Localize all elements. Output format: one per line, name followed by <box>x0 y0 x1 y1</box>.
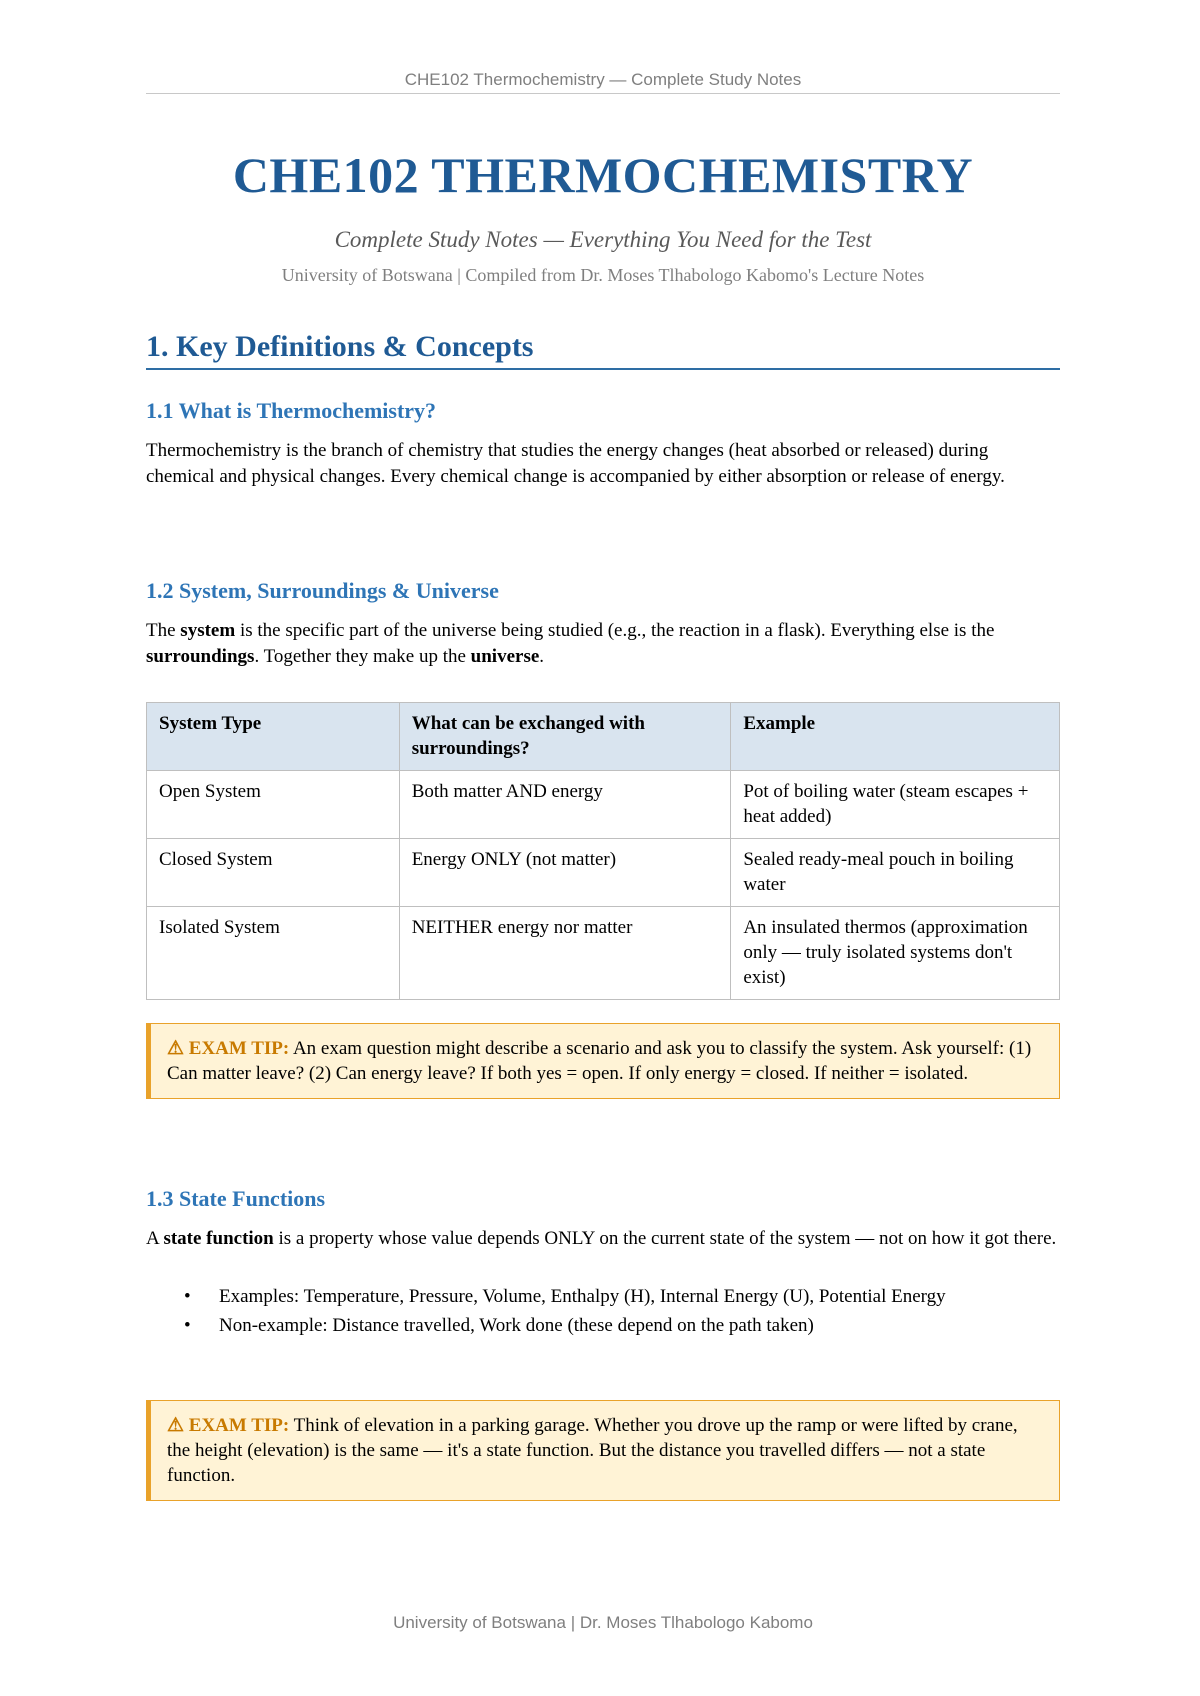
table-header-row <box>147 703 1060 771</box>
subsection-heading-1-3: 1.3 State Functions <box>146 1186 326 1211</box>
list-item <box>146 1284 1060 1309</box>
document-subtitle: Complete Study Notes — Everything You Need for the Test <box>334 227 872 252</box>
term-state-function: state function <box>163 1228 274 1249</box>
table-cell: An insulated thermos (approximation only — truly isolated systems don't exist) <box>731 907 1060 1000</box>
table-cell: Closed System <box>147 839 400 907</box>
text: is the specific part of the universe being studied (e.g., the reaction in a flask). Everything else is the <box>235 620 995 641</box>
table-row <box>147 907 1060 1000</box>
table-cell: Both matter AND energy <box>399 771 731 839</box>
running-footer: University of Botswana | Dr. Moses Tlhabologo Kabomo <box>393 1613 813 1632</box>
text: . Together they make up the <box>254 646 471 667</box>
table-cell: Isolated System <box>147 907 400 1000</box>
table-cell: Open System <box>147 771 400 839</box>
document-title: CHE102 THERMOCHEMISTRY <box>232 147 974 203</box>
text: The <box>146 620 181 641</box>
text: . <box>539 646 545 667</box>
header-divider <box>146 93 1060 94</box>
exam-tip-text: An exam question might describe a scenario and ask you to classify the system. Ask yourself: (1) Can matter leave? (2) Can energy leave? If both yes = open. If only energy = closed. If neither = isolated. <box>167 1038 1032 1084</box>
list-item-text: Non-example: Distance travelled, Work done (these depend on the path taken) <box>219 1315 814 1336</box>
exam-tip-callout <box>146 1400 1060 1501</box>
section-heading-1: 1. Key Definitions & Concepts <box>146 330 534 363</box>
section-heading-divider <box>146 368 1060 370</box>
paragraph-state-function <box>146 1226 1060 1252</box>
system-types-table <box>146 702 1060 1000</box>
text: is a property whose value depends ONLY on the current state of the system — not on how it got there. <box>273 1228 1057 1249</box>
subsection-heading-1-2: 1.2 System, Surroundings & Universe <box>146 578 499 603</box>
table-cell: Sealed ready-meal pouch in boiling water <box>731 839 1060 907</box>
table-row <box>147 771 1060 839</box>
bullet-icon: • <box>184 1286 191 1307</box>
table-header-cell: System Type <box>147 703 400 771</box>
paragraph-thermochemistry-definition: Thermochemistry is the branch of chemistry that studies the energy changes (heat absorbed or released) during chemical and physical changes. Every chemical change is accompanied by either absorption or release of energy. <box>146 440 1005 487</box>
table-cell: Pot of boiling water (steam escapes + heat added) <box>731 771 1060 839</box>
table-header-cell: Example <box>731 703 1060 771</box>
table-header-cell: What can be exchanged with surroundings? <box>399 703 731 771</box>
exam-tip-label: ⚠ EXAM TIP: <box>167 1415 290 1436</box>
term-surroundings: surroundings <box>146 646 255 667</box>
running-header: CHE102 Thermochemistry — Complete Study Notes <box>404 70 802 89</box>
list-item-text: Examples: Temperature, Pressure, Volume, Enthalpy (H), Internal Energy (U), Potential Energy <box>219 1286 946 1307</box>
table-row <box>147 839 1060 907</box>
term-system: system <box>180 620 236 641</box>
subsection-heading-1-1: 1.1 What is Thermochemistry? <box>146 398 437 423</box>
exam-tip-label: ⚠ EXAM TIP: <box>167 1038 290 1059</box>
exam-tip-text: Think of elevation in a parking garage. Whether you drove up the ramp or were lifted by crane, the height (elevation) is the same — it's a state function. But the distance you travelled differs — not a state function. <box>167 1415 1018 1486</box>
bullet-icon: • <box>184 1315 191 1336</box>
state-function-examples-list <box>146 1284 1060 1342</box>
list-item <box>146 1313 1060 1338</box>
table-cell: Energy ONLY (not matter) <box>399 839 731 907</box>
text: A <box>146 1228 164 1249</box>
document-meta: University of Botswana | Compiled from Dr. Moses Tlhabologo Kabomo's Lecture Notes <box>281 265 925 285</box>
paragraph-system-surroundings <box>146 618 1060 670</box>
term-universe: universe <box>470 646 540 667</box>
table-cell: NEITHER energy nor matter <box>399 907 731 1000</box>
exam-tip-callout <box>146 1023 1060 1099</box>
